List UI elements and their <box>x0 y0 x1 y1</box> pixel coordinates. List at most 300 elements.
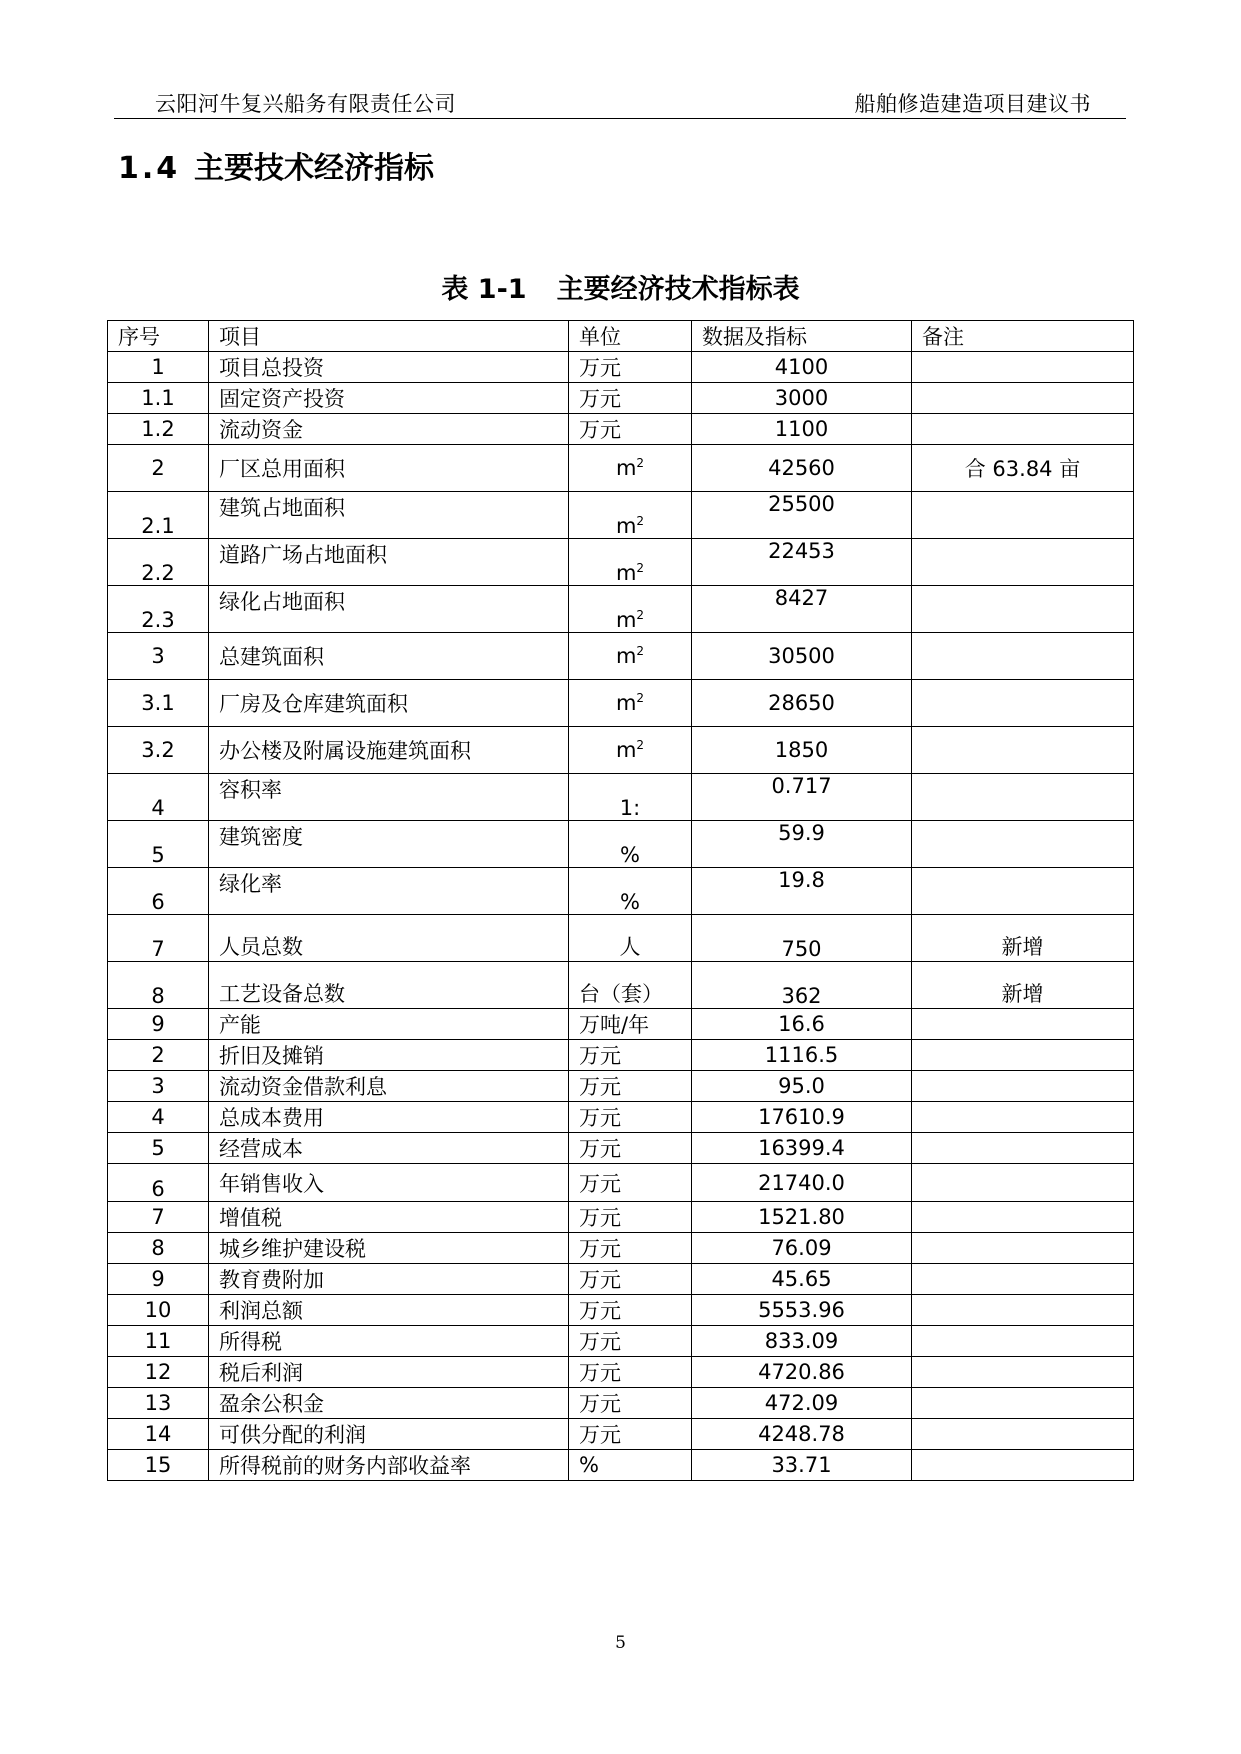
cell-item-text: 建筑密度 <box>219 825 303 849</box>
table-row <box>108 727 1134 774</box>
cell-note <box>912 1040 1134 1071</box>
cell-seq-text: 2 <box>151 1043 165 1067</box>
cell-item <box>209 539 569 586</box>
cell-item <box>209 774 569 821</box>
cell-seq-text: 9 <box>151 1267 165 1291</box>
cell-seq <box>108 383 209 414</box>
cell-seq <box>108 352 209 383</box>
cell-unit <box>569 383 692 414</box>
indicators-table <box>107 320 1134 1481</box>
cell-item <box>209 962 569 1009</box>
table-row <box>108 1450 1134 1481</box>
cell-seq-text: 4 <box>151 796 165 820</box>
cell-item-text: 所得税前的财务内部收益率 <box>219 1454 471 1478</box>
cell-value <box>692 492 912 539</box>
cell-unit <box>569 414 692 445</box>
cell-value <box>692 1040 912 1071</box>
cell-unit <box>569 868 692 915</box>
cell-item <box>209 1102 569 1133</box>
cell-seq-text: 6 <box>151 890 165 914</box>
cell-note <box>912 727 1134 774</box>
cell-seq-text: 9 <box>151 1012 165 1036</box>
table-row <box>108 1357 1134 1388</box>
table-row <box>108 352 1134 383</box>
table-row <box>108 1102 1134 1133</box>
unit-superscript: 2 <box>636 456 645 470</box>
cell-note <box>912 680 1134 727</box>
cell-note <box>912 1326 1134 1357</box>
cell-seq <box>108 414 209 445</box>
cell-item-text: 办公楼及附属设施建筑面积 <box>219 739 471 763</box>
cell-seq <box>108 727 209 774</box>
cell-value <box>692 586 912 633</box>
cell-value-text: 1100 <box>774 417 829 441</box>
cell-item-text: 城乡维护建设税 <box>219 1237 366 1261</box>
table-row <box>108 445 1134 492</box>
cell-value <box>692 1133 912 1164</box>
cell-unit-text: 万元 <box>579 387 621 411</box>
cell-unit <box>569 1133 692 1164</box>
cell-note <box>912 1295 1134 1326</box>
cell-note <box>912 1164 1134 1202</box>
cell-value-text: 17610.9 <box>758 1105 845 1129</box>
cell-value-text: 22453 <box>768 539 835 563</box>
cell-item-text: 税后利润 <box>219 1361 303 1385</box>
cell-unit-text: 万元 <box>579 1361 621 1385</box>
cell-item <box>209 727 569 774</box>
cell-item <box>209 821 569 868</box>
cell-unit <box>569 1419 692 1450</box>
table-row <box>108 680 1134 727</box>
unit-superscript: 2 <box>636 561 645 575</box>
cell-item-text: 年销售收入 <box>219 1171 324 1196</box>
cell-value-text: 19.8 <box>778 868 825 892</box>
cell-note <box>912 868 1134 915</box>
cell-value-text: 0.717 <box>771 774 832 798</box>
cell-seq <box>108 868 209 915</box>
cell-item-text: 建筑占地面积 <box>219 496 345 520</box>
table-row <box>108 1326 1134 1357</box>
cell-item <box>209 1133 569 1164</box>
cell-value <box>692 1102 912 1133</box>
cell-item-text: 固定资产投资 <box>219 387 345 411</box>
cell-item <box>209 445 569 492</box>
cell-unit <box>569 774 692 821</box>
table-row <box>108 1164 1134 1202</box>
table-row <box>108 633 1134 680</box>
cell-note <box>912 352 1134 383</box>
cell-item <box>209 1071 569 1102</box>
unit-superscript: 2 <box>636 608 645 622</box>
table-row <box>108 492 1134 539</box>
table-header-row <box>108 321 1134 352</box>
cell-note <box>912 1264 1134 1295</box>
cell-unit-text: 台（套） <box>579 982 663 1006</box>
cell-seq <box>108 1357 209 1388</box>
cell-note <box>912 1388 1134 1419</box>
table-row <box>108 1040 1134 1071</box>
cell-unit-text: 万元 <box>579 1392 621 1416</box>
cell-value <box>692 414 912 445</box>
unit-superscript: 2 <box>636 738 645 752</box>
cell-item <box>209 1326 569 1357</box>
cell-unit-text: % <box>620 890 640 914</box>
cell-note <box>912 1450 1134 1481</box>
cell-seq <box>108 962 209 1009</box>
cell-unit-text: % <box>579 1453 599 1477</box>
cell-seq <box>108 1133 209 1164</box>
cell-value <box>692 352 912 383</box>
header-cell-unit: 单位 <box>569 321 692 352</box>
cell-seq-text: 2 <box>151 456 165 480</box>
cell-seq <box>108 1326 209 1357</box>
cell-unit-text: % <box>620 843 640 867</box>
cell-value <box>692 727 912 774</box>
cell-item-text: 利润总额 <box>219 1299 303 1323</box>
cell-value-text: 28650 <box>768 691 835 715</box>
table-row <box>108 868 1134 915</box>
cell-seq-text: 4 <box>151 1105 165 1129</box>
cell-unit <box>569 1450 692 1481</box>
table-row <box>108 1419 1134 1450</box>
cell-item <box>209 680 569 727</box>
cell-unit <box>569 1202 692 1233</box>
cell-note <box>912 586 1134 633</box>
cell-seq <box>108 445 209 492</box>
table-caption: 表 1-1 <box>441 274 527 305</box>
cell-unit-text: m <box>615 456 637 480</box>
cell-seq-text: 3 <box>151 1074 165 1098</box>
cell-value-text: 3000 <box>774 386 829 410</box>
cell-item-text: 厂房及仓库建筑面积 <box>219 692 408 716</box>
cell-value-text: 1521.80 <box>758 1205 845 1229</box>
cell-unit <box>569 1164 692 1202</box>
cell-seq-text: 1 <box>151 355 165 379</box>
cell-value <box>692 1295 912 1326</box>
table-row <box>108 1295 1134 1326</box>
cell-value <box>692 1326 912 1357</box>
cell-item <box>209 414 569 445</box>
cell-item-text: 道路广场占地面积 <box>219 543 387 567</box>
cell-note <box>912 383 1134 414</box>
cell-unit-text: 万元 <box>579 1299 621 1323</box>
cell-unit <box>569 586 692 633</box>
cell-unit <box>569 445 692 492</box>
cell-item <box>209 1357 569 1388</box>
cell-unit-text: m <box>615 561 637 585</box>
cell-seq-text: 3.2 <box>141 738 175 762</box>
cell-value <box>692 1233 912 1264</box>
cell-seq-text: 11 <box>144 1329 172 1353</box>
cell-note-text: 合 63.84 亩 <box>964 457 1081 481</box>
cell-seq-text: 1.1 <box>141 386 175 410</box>
cell-unit <box>569 1040 692 1071</box>
cell-seq <box>108 1264 209 1295</box>
cell-item <box>209 1164 569 1202</box>
cell-unit-text: 万元 <box>579 1268 621 1292</box>
table-row <box>108 1233 1134 1264</box>
cell-seq-text: 3.1 <box>141 691 175 715</box>
table-row <box>108 1071 1134 1102</box>
cell-value <box>692 680 912 727</box>
cell-seq <box>108 821 209 868</box>
cell-item-text: 折旧及摊销 <box>219 1044 324 1068</box>
cell-seq-text: 8 <box>151 1236 165 1260</box>
cell-seq-text: 3 <box>151 644 165 668</box>
cell-unit-text: 万元 <box>579 1237 621 1261</box>
cell-value-text: 4720.86 <box>758 1360 845 1384</box>
cell-note <box>912 1009 1134 1040</box>
cell-note-text: 新增 <box>1001 935 1044 959</box>
cell-unit-text: 万元 <box>579 1330 621 1354</box>
cell-item-text: 可供分配的利润 <box>219 1423 366 1447</box>
cell-note-text: 新增 <box>1001 982 1044 1006</box>
cell-item <box>209 1264 569 1295</box>
cell-seq <box>108 492 209 539</box>
cell-item-text: 容积率 <box>219 778 282 802</box>
table-row <box>108 1133 1134 1164</box>
cell-value-text: 33.71 <box>771 1453 832 1477</box>
cell-value <box>692 1202 912 1233</box>
cell-seq <box>108 1419 209 1450</box>
cell-value-text: 833.09 <box>764 1329 839 1353</box>
cell-item <box>209 1009 569 1040</box>
cell-item-text: 总成本费用 <box>219 1106 324 1130</box>
cell-seq <box>108 1295 209 1326</box>
cell-value-text: 21740.0 <box>758 1170 845 1195</box>
table-row <box>108 539 1134 586</box>
cell-unit-text: 万元 <box>579 1423 621 1447</box>
cell-unit-text: 万元 <box>579 1106 621 1130</box>
cell-item-text: 绿化率 <box>219 872 282 896</box>
cell-value-text: 95.0 <box>778 1074 825 1098</box>
cell-unit-text: m <box>615 644 637 668</box>
cell-unit <box>569 1009 692 1040</box>
cell-item-text: 所得税 <box>219 1330 282 1354</box>
cell-unit <box>569 1102 692 1133</box>
cell-unit <box>569 1295 692 1326</box>
header-cell-note: 备注 <box>912 321 1134 352</box>
table-row <box>108 821 1134 868</box>
cell-value <box>692 868 912 915</box>
cell-unit <box>569 915 692 962</box>
cell-item <box>209 383 569 414</box>
cell-unit-text: 万元 <box>579 1075 621 1099</box>
cell-value <box>692 383 912 414</box>
cell-unit <box>569 492 692 539</box>
section-heading <box>118 143 434 187</box>
cell-unit-text: m <box>615 691 637 715</box>
cell-value-text: 45.65 <box>771 1267 832 1291</box>
cell-seq-text: 8 <box>151 984 165 1008</box>
cell-value <box>692 1164 912 1202</box>
table-row <box>108 383 1134 414</box>
cell-unit-text: m <box>615 608 637 632</box>
cell-unit <box>569 1233 692 1264</box>
cell-unit-text: m <box>615 738 637 762</box>
cell-value-text: 5553.96 <box>758 1298 845 1322</box>
cell-unit <box>569 1264 692 1295</box>
cell-value <box>692 915 912 962</box>
cell-unit-text: 万吨/年 <box>579 1013 650 1037</box>
cell-item-text: 增值税 <box>219 1206 282 1230</box>
cell-value <box>692 445 912 492</box>
cell-item <box>209 492 569 539</box>
cell-item <box>209 1450 569 1481</box>
cell-item <box>209 868 569 915</box>
cell-note <box>912 1133 1134 1164</box>
cell-note <box>912 492 1134 539</box>
cell-seq-text: 15 <box>144 1453 172 1477</box>
cell-item <box>209 1295 569 1326</box>
cell-value-text: 59.9 <box>778 821 825 845</box>
header-cell-seq: 序号 <box>108 321 209 352</box>
cell-item <box>209 1040 569 1071</box>
cell-unit-text: 人 <box>619 935 641 959</box>
table-name: 主要经济技术指标表 <box>556 274 800 305</box>
cell-value <box>692 1264 912 1295</box>
cell-value <box>692 1450 912 1481</box>
cell-item <box>209 1233 569 1264</box>
cell-seq-text: 2.2 <box>141 561 175 585</box>
cell-seq <box>108 915 209 962</box>
cell-seq-text: 5 <box>151 1136 165 1160</box>
cell-item <box>209 1388 569 1419</box>
cell-note <box>912 445 1134 492</box>
cell-unit <box>569 1357 692 1388</box>
cell-seq-text: 2.3 <box>141 608 175 632</box>
cell-item-text: 项目总投资 <box>219 356 324 380</box>
cell-unit <box>569 539 692 586</box>
cell-seq <box>108 774 209 821</box>
cell-item <box>209 633 569 680</box>
cell-seq <box>108 1388 209 1419</box>
cell-seq <box>108 680 209 727</box>
cell-note <box>912 1202 1134 1233</box>
cell-unit-text: 万元 <box>579 1171 621 1196</box>
cell-seq-text: 5 <box>151 843 165 867</box>
table-row <box>108 1009 1134 1040</box>
cell-item-text: 流动资金 <box>219 418 303 442</box>
cell-item-text: 工艺设备总数 <box>219 982 345 1006</box>
cell-note <box>912 633 1134 680</box>
unit-superscript: 2 <box>636 644 645 658</box>
cell-note <box>912 1071 1134 1102</box>
cell-value-text: 362 <box>781 984 822 1008</box>
cell-value-text: 16399.4 <box>758 1136 845 1160</box>
cell-value-text: 1116.5 <box>764 1043 839 1067</box>
cell-item-text: 经营成本 <box>219 1137 303 1161</box>
cell-seq-text: 14 <box>144 1422 172 1446</box>
cell-unit <box>569 727 692 774</box>
cell-unit-text: 1: <box>619 796 641 820</box>
cell-unit <box>569 352 692 383</box>
header-divider <box>114 118 1126 119</box>
cell-value-text: 30500 <box>768 644 835 668</box>
cell-value <box>692 539 912 586</box>
cell-item <box>209 1419 569 1450</box>
table-row <box>108 915 1134 962</box>
cell-value <box>692 633 912 680</box>
cell-item-text: 盈余公积金 <box>219 1392 324 1416</box>
cell-note <box>912 1419 1134 1450</box>
table-row <box>108 1388 1134 1419</box>
cell-unit-text: 万元 <box>579 1044 621 1068</box>
section-number: 1.4 <box>118 151 181 186</box>
cell-unit <box>569 821 692 868</box>
cell-unit <box>569 680 692 727</box>
cell-value-text: 25500 <box>768 492 835 516</box>
cell-seq <box>108 1450 209 1481</box>
cell-item <box>209 352 569 383</box>
table-row <box>108 774 1134 821</box>
cell-item-text: 教育费附加 <box>219 1268 324 1292</box>
table-row <box>108 586 1134 633</box>
cell-seq-text: 7 <box>151 937 165 961</box>
cell-unit-text: 万元 <box>579 1206 621 1230</box>
cell-item-text: 产能 <box>219 1013 261 1037</box>
cell-value <box>692 1357 912 1388</box>
unit-superscript: 2 <box>636 691 645 705</box>
cell-unit <box>569 962 692 1009</box>
cell-seq <box>108 1202 209 1233</box>
cell-seq <box>108 1164 209 1202</box>
table-row <box>108 962 1134 1009</box>
cell-seq <box>108 1071 209 1102</box>
cell-unit <box>569 1071 692 1102</box>
cell-note <box>912 1233 1134 1264</box>
cell-seq <box>108 633 209 680</box>
cell-seq <box>108 1009 209 1040</box>
cell-note <box>912 821 1134 868</box>
cell-value-text: 16.6 <box>778 1012 825 1036</box>
cell-seq-text: 12 <box>144 1360 172 1384</box>
cell-note <box>912 774 1134 821</box>
cell-value <box>692 1071 912 1102</box>
table-row <box>108 414 1134 445</box>
cell-unit-text: 万元 <box>579 418 621 442</box>
cell-unit <box>569 633 692 680</box>
cell-value-text: 4248.78 <box>758 1422 845 1446</box>
cell-seq <box>108 539 209 586</box>
cell-unit-text: m <box>615 514 637 538</box>
cell-item-text: 总建筑面积 <box>219 645 324 669</box>
cell-note <box>912 1102 1134 1133</box>
cell-unit-text: 万元 <box>579 1137 621 1161</box>
cell-note <box>912 915 1134 962</box>
cell-item-text: 人员总数 <box>219 935 303 959</box>
unit-superscript: 2 <box>636 514 645 528</box>
cell-note <box>912 539 1134 586</box>
cell-item <box>209 915 569 962</box>
cell-item-text: 绿化占地面积 <box>219 590 345 614</box>
cell-seq-text: 6 <box>151 1177 165 1201</box>
cell-item <box>209 1202 569 1233</box>
cell-value-text: 472.09 <box>764 1391 839 1415</box>
cell-seq <box>108 586 209 633</box>
header-document-title: 船舶修造建造项目建议书 <box>854 92 1091 116</box>
cell-value <box>692 821 912 868</box>
cell-note <box>912 414 1134 445</box>
cell-value <box>692 1009 912 1040</box>
cell-seq-text: 13 <box>144 1391 172 1415</box>
cell-value <box>692 774 912 821</box>
cell-note <box>912 962 1134 1009</box>
cell-seq-text: 1.2 <box>141 417 175 441</box>
cell-seq <box>108 1233 209 1264</box>
header-cell-value: 数据及指标 <box>692 321 912 352</box>
cell-value <box>692 1388 912 1419</box>
